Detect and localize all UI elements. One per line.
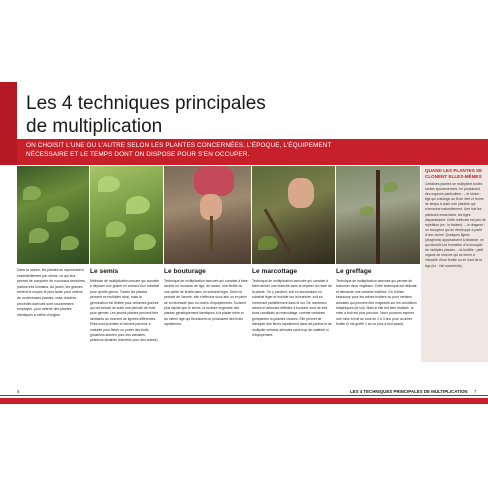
photo-semis	[90, 166, 163, 264]
photo-marcottage	[252, 166, 335, 264]
column-text-bouturage: Technique de multiplication asexuée qui consiste à faire raciner un morceau de tige, de racine, une feuille ou une partie de feuille dans un substrat léger. Selon la période de l’année, elle s’effectue sous abri ou en plein air et nécessite plus ou moins d’équipements. Souvent plus rapide que le semis, la bouture engendre des plantes génétiquement identiques à la plante mère et du même âge qui fleurissent ou produisent des fruits rapidement.	[164, 279, 248, 327]
column-text-marcottage: Technique de multiplication asexuée qui consiste à faire raciner une branche sans la séparer du reste de la plante. On y parvient, soit en accumulant un substrat léger et humide sur la branche, soit en l’enterrant partiellement dans le sol. De nombreux arbres et arbustes difficiles à bouturer sont de très bons candidats au marcottage, comme certaines grimpantes ou plantes vivaces. Elle permet de fabriquer des fleurs rapidement dans les jardins et de multiplier certains arbustes sans trop de matériel ni d’équipement.	[252, 279, 332, 338]
red-margin-tab	[0, 82, 17, 165]
column-title-bouturage: Le bouturage	[164, 268, 206, 275]
column-title-marcottage: Le marcottage	[252, 268, 298, 275]
photo-greffage	[336, 166, 420, 264]
page-number-left: 6	[17, 389, 20, 394]
intro-text: Dans la nature, les plantes se reproduisent essentiellement par semis, ce qui leur permet de conquérir de nouveaux territoires, parfois très lointains. Au jardin, les graines restent le moyen le plus facile pour obtenir de nombreuses plantes, mais d’autres procédés asexués sont couramment employés, pour obtenir des plantes identiques à celles d’origine.	[17, 268, 86, 317]
column-title-semis: Le semis	[90, 268, 119, 275]
running-footer: LES 4 TECHNIQUES PRINCIPALES DE MULTIPLICATION	[350, 389, 468, 394]
column-title-greffage: Le greffage	[336, 268, 372, 275]
footer-band	[0, 398, 488, 404]
column-text-greffage: Technique de multiplication asexuée qui permet de fusionner deux végétaux. Cette technique est délicate et demande une certaine maîtrise. On l’utilise beaucoup pour les arbres fruitiers ou pour certains arbustes qui peuvent être exigeants sur les conditions édaphiques (le sol). Mais si elle est bien réalisée, la mise à fruit est plus précoce. Nous pouvons espérer une mise à fruit au bout de 2 à 3 ans pour un arbre fruitier (il est greffé 1 an ou plus à fruit avant).	[336, 279, 417, 327]
page-subtitle: ON CHOISIT L’UNE OU L’AUTRE SELON LES PLANTES CONCERNÉES, L’ÉPOQUE, L’ÉQUIPEMENT NÉCESSAIRE ET LE TEMPS DONT ON DISPOSE POUR S’EN OCCUPER.	[26, 142, 332, 158]
sidebar-title: QUAND LES PLANTES SE CLONENT ELLES-MÊMES	[425, 168, 483, 179]
footer-rule	[0, 395, 488, 396]
sidebar-text: Certaines plantes se multiplient toutes seules spontanément, en produisant des organes particuliers : – le stolon : tige qui s’allonge au fil de l’été et forme de temps à autre une plantule qui s’enracine naturellement. Une fois les plantules enracinées, les tiges disparaissent. Cette méthode est peu de répétition (ex : le fraisier). – le drageon : un bourgeon qui se développe à partir d’une racine. Quelques lignes (drageons) apparaissent à distance, ce qui aboutit à la formation d’un bosquet de multiples plantes. – la bulbille : petit organe de réserve qui se forme à l’aisselle d’une feuille ou en haut de la tige (ex : l’ail rocambole).	[425, 182, 486, 268]
page-number-right: 7	[474, 389, 477, 394]
photo-seedlings	[17, 166, 89, 264]
photo-bouturage	[164, 166, 251, 264]
column-text-semis: Méthode de multiplication sexuée qui consiste à déposer une graine en contact d’un substrat pour qu’elle germe. Toutes les plantes peuvent se multiplier ainsi, mais la germination est limitée pour certaines graines qui ont besoin de subir une période de froid pour germer. Les jeunes plantes peuvent être similaires au moment de lignées différentes. Elles sont juvéniles et doivent parvenir à maturité pour fleurir ou porter des fruits (plusieurs années pour des arbustes, plusieurs dizaines d’années pour des arbres).	[90, 279, 160, 343]
page-title: Les 4 techniques principales de multiplication	[26, 93, 266, 137]
